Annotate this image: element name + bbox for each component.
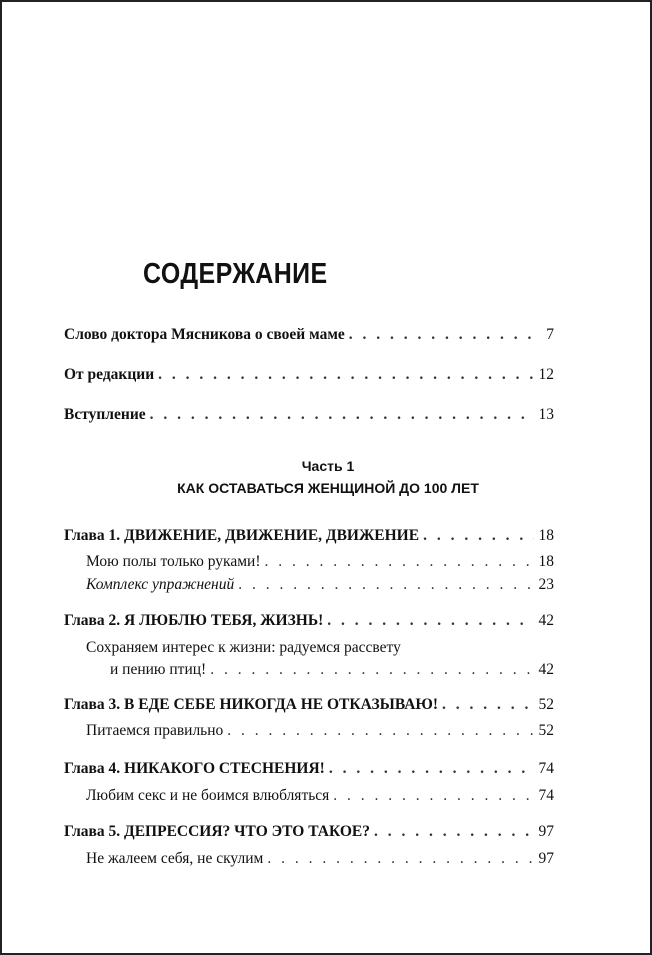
part-title: КАК ОСТАВАТЬСЯ ЖЕНЩИНОЙ ДО 100 ЛЕТ	[177, 480, 479, 496]
dot-leader	[442, 695, 534, 715]
toc-chapter-4[interactable]	[64, 759, 554, 779]
toc-page-number: 23	[538, 576, 554, 593]
toc-page-number: 7	[546, 326, 554, 343]
toc-chapter-3[interactable]	[64, 695, 554, 715]
dot-leader	[158, 365, 534, 385]
dot-leader	[349, 325, 534, 345]
toc-page-number: 52	[538, 722, 554, 739]
toc-entry-text: Вступление	[64, 406, 146, 423]
part-number: Часть 1	[301, 458, 355, 474]
toc-page-number: 18	[538, 553, 554, 570]
toc-section[interactable]	[86, 849, 554, 869]
toc-entry-introduction[interactable]	[64, 405, 554, 425]
dot-leader	[238, 575, 534, 595]
dot-leader	[329, 759, 534, 779]
page-title: СОДЕРЖАНИЕ	[143, 258, 328, 290]
toc-page-number: 74	[538, 787, 554, 804]
section-title-line-1[interactable]: Сохраняем интерес к жизни: радуемся рассвету	[86, 639, 401, 656]
toc-section[interactable]	[86, 575, 554, 595]
toc-section[interactable]	[86, 721, 554, 741]
section-title: Мою полы только руками!	[86, 553, 261, 570]
toc-section[interactable]	[86, 786, 554, 806]
toc-chapter-1[interactable]	[64, 526, 554, 546]
dot-leader	[374, 822, 534, 842]
section-title: Не жалеем себя, не скулим	[86, 850, 264, 867]
section-title: Любим секс и не боимся влюбляться	[86, 787, 330, 804]
toc-section[interactable]	[86, 552, 554, 572]
chapter-title: Глава 5. ДЕПРЕССИЯ? ЧТО ЭТО ТАКОЕ?	[64, 823, 370, 840]
toc-entry-text: От редакции	[64, 366, 155, 383]
toc-page-number: 52	[538, 696, 554, 713]
dot-leader	[333, 786, 534, 806]
toc-page-number: 42	[538, 661, 554, 678]
section-title: Питаемся правильно	[86, 722, 224, 739]
section-title-line-2: и пению птиц!	[110, 661, 207, 678]
toc-entry-text: Слово доктора Мясникова о своей маме	[64, 326, 345, 343]
toc-page-number: 97	[538, 850, 554, 867]
dot-leader	[150, 405, 534, 425]
section-title: Комплекс упражнений	[86, 576, 235, 593]
chapter-title: Глава 4. НИКАКОГО СТЕСНЕНИЯ!	[64, 760, 325, 777]
chapter-title: Глава 2. Я ЛЮБЛЮ ТЕБЯ, ЖИЗНЬ!	[64, 612, 324, 629]
toc-page-number: 12	[538, 366, 554, 383]
toc-page-number: 97	[538, 823, 554, 840]
toc-page-number: 42	[538, 612, 554, 629]
chapter-title: Глава 1. ДВИЖЕНИЕ, ДВИЖЕНИЕ, ДВИЖЕНИЕ	[64, 527, 420, 544]
dot-leader	[210, 660, 534, 680]
toc-page-number: 13	[538, 406, 554, 423]
toc-section[interactable]	[110, 660, 554, 680]
toc-chapter-2[interactable]	[64, 611, 554, 631]
chapter-title: Глава 3. В ЕДЕ СЕБЕ НИКОГДА НЕ ОТКАЗЫВАЮ!	[64, 696, 439, 713]
toc-page-number: 18	[538, 527, 554, 544]
dot-leader	[265, 552, 535, 572]
toc-page-number: 74	[538, 760, 554, 777]
toc-entry-foreword[interactable]	[64, 325, 554, 345]
dot-leader	[267, 849, 534, 869]
dot-leader	[227, 721, 534, 741]
toc-chapter-5[interactable]	[64, 822, 554, 842]
toc-entry-editorial[interactable]	[64, 365, 554, 385]
dot-leader	[423, 526, 534, 546]
dot-leader	[327, 611, 534, 631]
